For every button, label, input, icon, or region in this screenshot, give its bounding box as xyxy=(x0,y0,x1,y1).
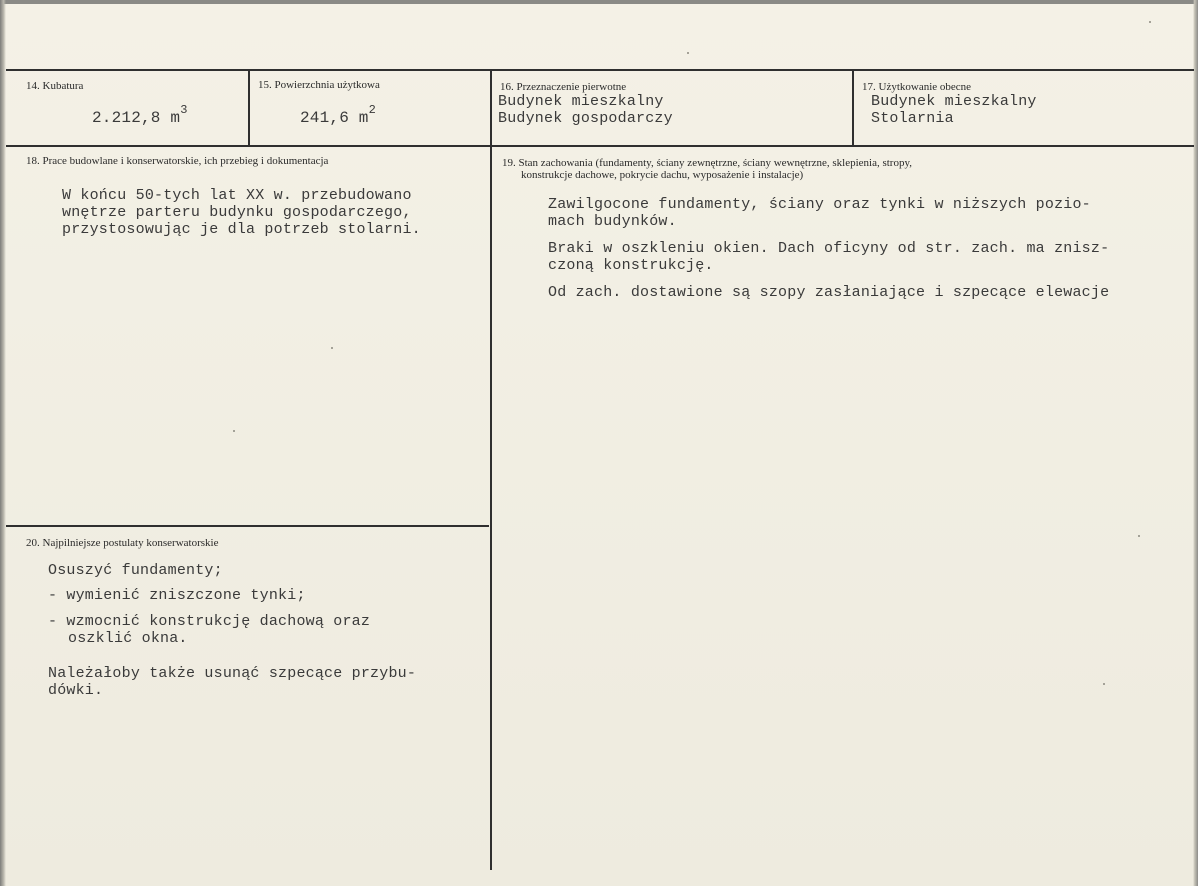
rule-top xyxy=(6,69,1194,71)
rule-row1-bottom xyxy=(6,145,1194,147)
area-value: 241,6 m xyxy=(300,109,369,127)
section-17-label: 17. Użytkowanie obecne xyxy=(862,81,972,93)
kubatura-value: 2.212,8 m xyxy=(92,109,181,127)
section-16-label: 16. Przeznaczenie pierwotne xyxy=(500,81,627,93)
section-19-label-line-2: konstrukcje dachowe, pokrycie dachu, wyposażenie i instalacje) xyxy=(521,169,804,181)
scan-speck xyxy=(1138,535,1140,537)
section-18-label: 18. Prace budowlane i konserwatorskie, ich przebieg i dokumentacja xyxy=(26,155,329,167)
rule-v-16-17 xyxy=(852,70,854,146)
scan-speck xyxy=(1149,21,1151,23)
rule-s18-bottom xyxy=(6,525,489,527)
section-18-line-3: przystosowując je dla potrzeb stolarni. xyxy=(62,221,421,238)
kubatura-exponent: 3 xyxy=(180,103,188,117)
section-14-label: 14. Kubatura xyxy=(26,80,84,92)
section-15-label: 15. Powierzchnia użytkowa xyxy=(258,79,380,91)
section-20-line-3: - wzmocnić konstrukcję dachową oraz xyxy=(48,613,371,630)
scan-edge-top xyxy=(0,0,1198,4)
section-20-line-4: oszklić okna. xyxy=(68,630,188,647)
section-16-line-1: Budynek mieszkalny xyxy=(498,93,664,110)
section-20-label: 20. Najpilniejsze postulaty konserwatorskie xyxy=(26,537,219,549)
section-20-line-1: Osuszyć fundamenty; xyxy=(48,562,223,579)
section-19-line-1: Zawilgocone fundamenty, ściany oraz tynki w niższych pozio- xyxy=(548,196,1091,213)
section-18-line-1: W końcu 50-tych lat XX w. przebudowano xyxy=(62,187,412,204)
section-17-line-2: Stolarnia xyxy=(871,110,954,127)
section-19-line-4: czoną konstrukcję. xyxy=(548,257,714,274)
scan-speck xyxy=(1103,683,1105,685)
section-15-value xyxy=(300,103,377,127)
scan-edge-left xyxy=(0,0,6,886)
section-18-line-2: wnętrze parteru budynku gospodarczego, xyxy=(62,204,412,221)
section-19-line-3: Braki w oszkleniu okien. Dach oficyny od str. zach. ma znisz- xyxy=(548,240,1110,257)
section-20-line-5: Należałoby także usunąć szpecące przybu- xyxy=(48,665,417,682)
area-exponent: 2 xyxy=(368,103,377,117)
rule-v-14-15 xyxy=(248,70,250,146)
section-14-value xyxy=(92,103,188,127)
scan-edge-right xyxy=(1193,0,1198,886)
section-19-line-2: mach budynków. xyxy=(548,213,677,230)
section-17-line-1: Budynek mieszkalny xyxy=(871,93,1037,110)
section-19-line-5: Od zach. dostawione są szopy zasłaniające i szpecące elewacje xyxy=(548,284,1110,301)
section-19-label-line-1: 19. Stan zachowania (fundamenty, ściany zewnętrzne, ściany wewnętrzne, sklepienia, stropy, xyxy=(502,157,913,169)
section-20-line-6: dówki. xyxy=(48,682,104,699)
scan-speck xyxy=(331,347,333,349)
scan-speck xyxy=(233,430,235,432)
section-16-line-2: Budynek gospodarczy xyxy=(498,110,673,127)
rule-v-15-16 xyxy=(490,70,492,870)
scan-speck xyxy=(687,52,689,54)
section-20-line-2: - wymienić zniszczone tynki; xyxy=(48,587,306,604)
